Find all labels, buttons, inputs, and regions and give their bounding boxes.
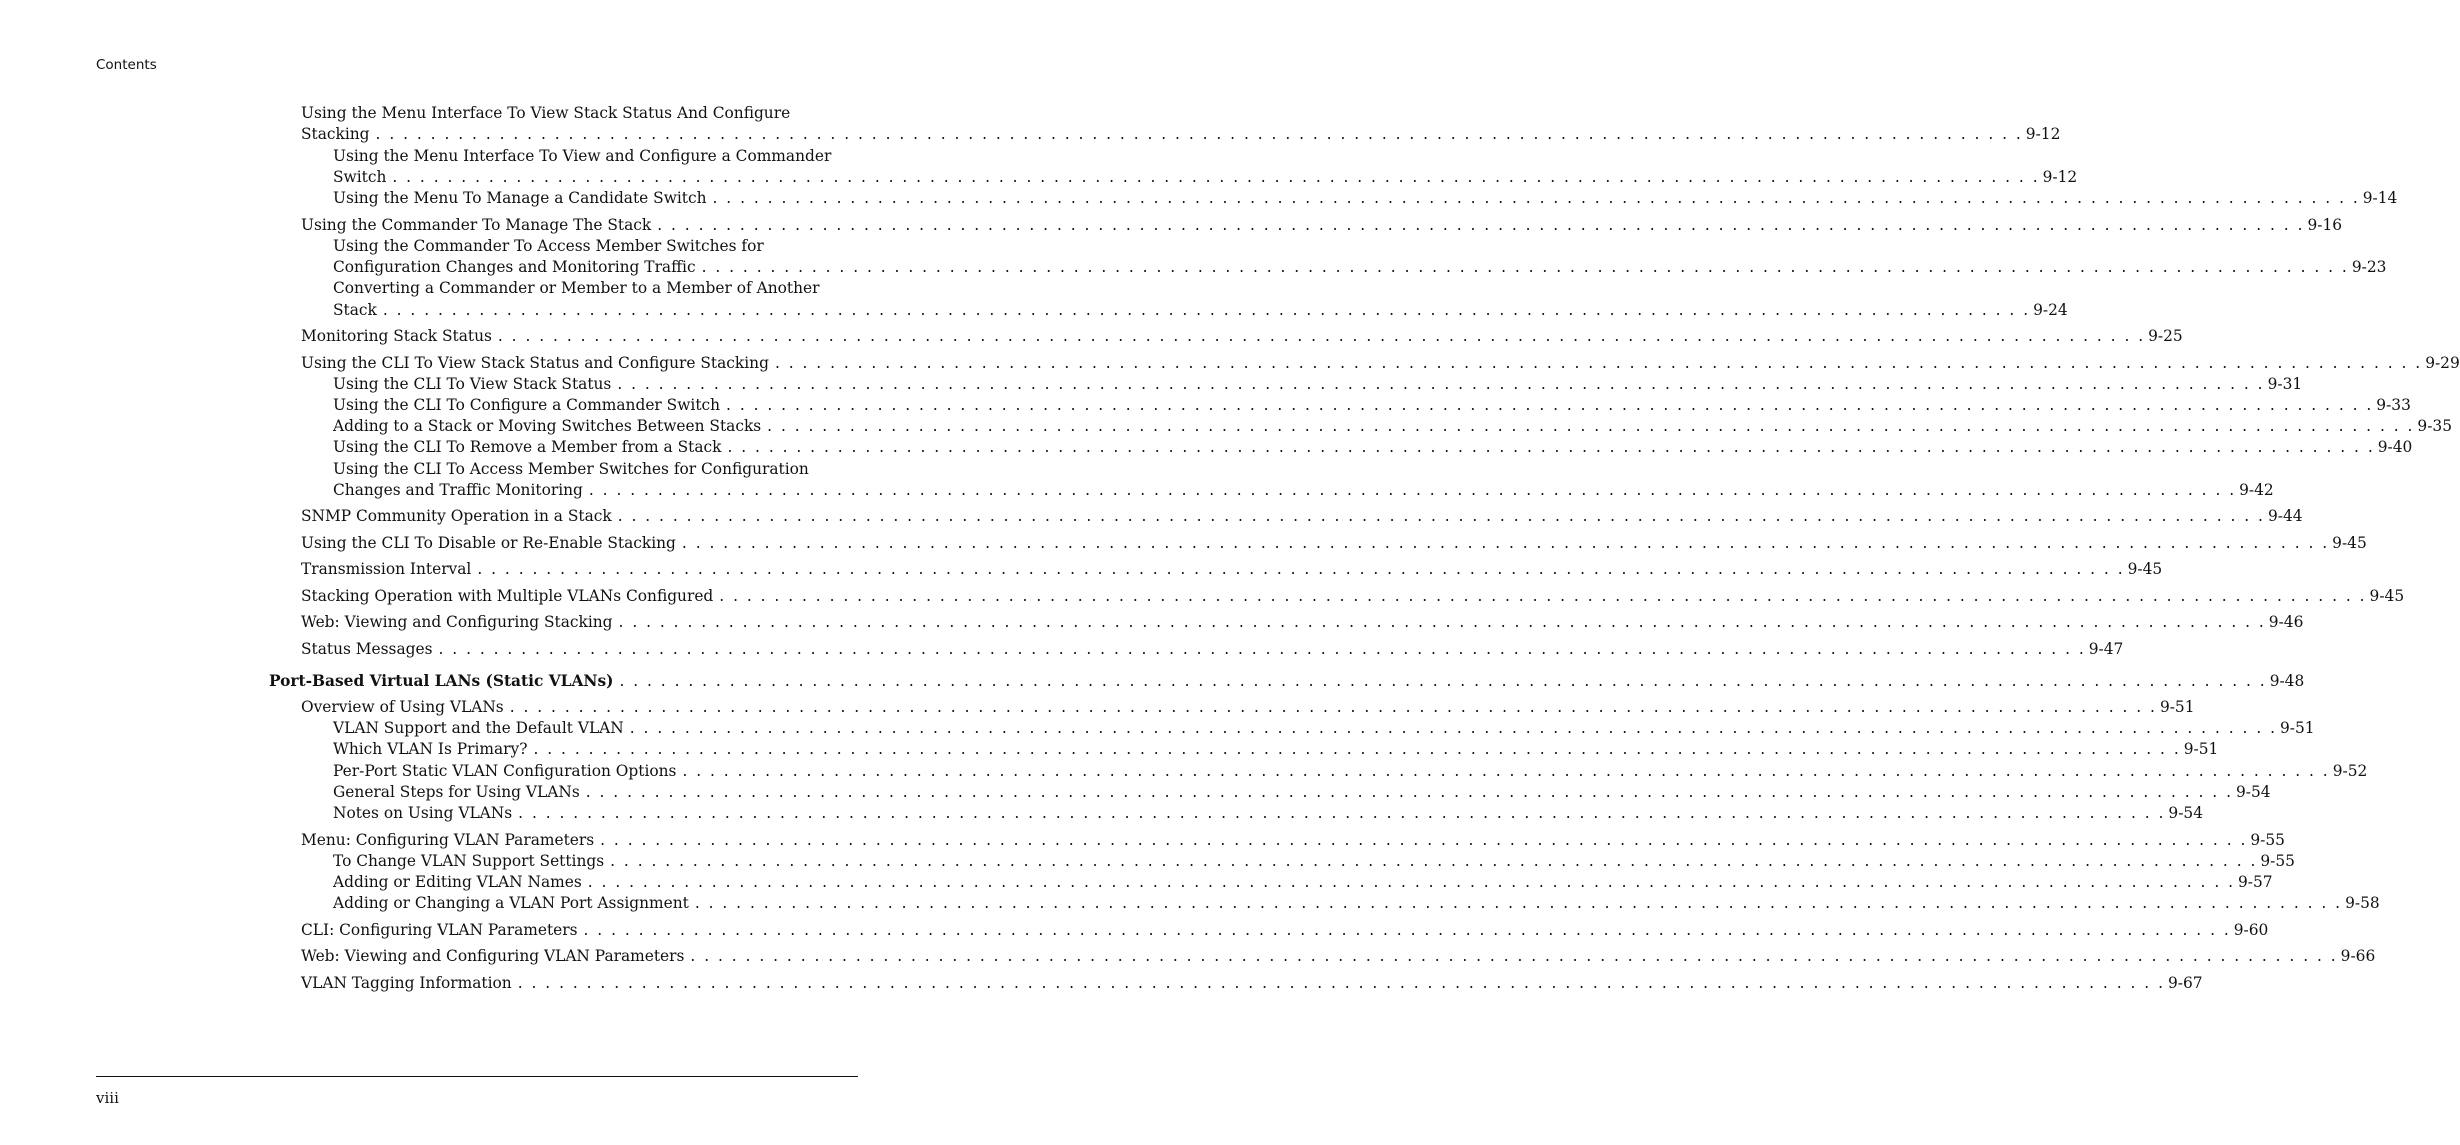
toc-entry bbox=[301, 696, 2195, 718]
toc-entry-title: VLAN Support and the Default VLAN bbox=[333, 719, 624, 737]
toc-page-number: 9-55 bbox=[2260, 852, 2295, 870]
dot-leader: . . . . . . . . . . . . . . . . . . . . . . . . . . . . . . . . . . . . . . . . . . . . . . . . . . . . . . . . . . . . . . . . . . . . . . . . . . . . . . . . . . . . . . . . . . . . . . . . . . . . . . . . . . . . . . . . . . . . . . . . bbox=[477, 560, 2125, 578]
toc-entry-title: Configuration Changes and Monitoring Traffic bbox=[333, 258, 696, 276]
dot-leader: . . . . . . . . . . . . . . . . . . . . . . . . . . . . . . . . . . . . . . . . . . . . . . . . . . . . . . . . . . . . . . . . . . . . . . . . . . . . . . . . . . . . . . . . . . . . . . . . . . . . . . . . . . . . . . . . . . . . . . . . bbox=[382, 301, 2031, 319]
toc-entry-title: Port-Based Virtual LANs (Static VLANs) bbox=[269, 672, 614, 690]
toc-entry-title: General Steps for Using VLANs bbox=[333, 783, 580, 801]
page-number: viii bbox=[96, 1089, 119, 1107]
toc-entry bbox=[301, 123, 2061, 145]
dot-leader: . . . . . . . . . . . . . . . . . . . . . . . . . . . . . . . . . . . . . . . . . . . . . . . . . . . . . . . . . . . . . . . . . . . . . . . . . . . . . . . . . . . . . . . . . . . . . . . . . . . . . . . . . . . . . . . . . . . . . . . . bbox=[438, 640, 2086, 658]
dot-leader: . . . . . . . . . . . . . . . . . . . . . . . . . . . . . . . . . . . . . . . . . . . . . . . . . . . . . . . . . . . . . . . . . . . . . . . . . . . . . . . . . . . . . . . . . . . . . . . . . . . . . . . . . . . . . . . . . . . . . . . . bbox=[375, 125, 2023, 143]
toc-entry-title: Overview of Using VLANs bbox=[301, 698, 504, 716]
toc-page-number: 9-48 bbox=[2269, 672, 2305, 690]
toc-entry-title: Using the CLI To Remove a Member from a Stack bbox=[333, 438, 722, 456]
dot-leader: . . . . . . . . . . . . . . . . . . . . . . . . . . . . . . . . . . . . . . . . . . . . . . . . . . . . . . . . . . . . . . . . . . . . . . . . . . . . . . . . . . . . . . . . . . . . . . . . . . . . . . . . . . . . . . . . . . . . . . . . bbox=[629, 719, 2277, 737]
toc-entry bbox=[301, 919, 2269, 941]
toc-entry-title-continued: Using the Menu Interface To View and Configure a Commander bbox=[333, 147, 832, 165]
toc-entry-title: Using the Commander To Manage The Stack bbox=[301, 216, 652, 234]
toc-entry-title: Using the CLI To Configure a Commander Switch bbox=[333, 396, 721, 414]
dot-leader: . . . . . . . . . . . . . . . . . . . . . . . . . . . . . . . . . . . . . . . . . . . . . . . . . . . . . . . . . . . . . . . . . . . . . . . . . . . . . . . . . . . . . . . . . . . . . . . . . . . . . . . . . . . . . . . . . . . . . . . . bbox=[533, 740, 2181, 758]
toc-entry-title: Which VLAN Is Primary? bbox=[333, 740, 528, 758]
toc-page-number: 9-46 bbox=[2268, 613, 2304, 631]
toc-entry-title: Switch bbox=[333, 168, 387, 186]
toc-entry bbox=[333, 415, 2452, 437]
toc-entry-title: Menu: Configuring VLAN Parameters bbox=[301, 831, 595, 849]
toc-page-number: 9-12 bbox=[2042, 168, 2078, 186]
toc-entry bbox=[333, 299, 2068, 321]
toc-page-number: 9-25 bbox=[2148, 327, 2183, 345]
toc-page-number: 9-45 bbox=[2369, 587, 2405, 605]
toc-page-number: 9-24 bbox=[2033, 301, 2068, 319]
toc-page-number: 9-33 bbox=[2376, 396, 2411, 414]
toc-page-number: 9-45 bbox=[2332, 534, 2367, 552]
toc-entry bbox=[269, 670, 2305, 692]
dot-leader: . . . . . . . . . . . . . . . . . . . . . . . . . . . . . . . . . . . . . . . . . . . . . . . . . . . . . . . . . . . . . . . . . . . . . . . . . . . . . . . . . . . . . . . . . . . . . . . . . . . . . . . . . . . . . . . . . . . . . . . . bbox=[585, 783, 2233, 801]
dot-leader: . . . . . . . . . . . . . . . . . . . . . . . . . . . . . . . . . . . . . . . . . . . . . . . . . . . . . . . . . . . . . . . . . . . . . . . . . . . . . . . . . . . . . . . . . . . . . . . . . . . . . . . . . . . . . . . . . . . . . . . . bbox=[600, 831, 2248, 849]
dot-leader: . . . . . . . . . . . . . . . . . . . . . . . . . . . . . . . . . . . . . . . . . . . . . . . . . . . . . . . . . . . . . . . . . . . . . . . . . . . . . . . . . . . . . . . . . . . . . . . . . . . . . . . . . . . . . . . . . . . . . . . . bbox=[610, 852, 2258, 870]
footer-rule bbox=[96, 1076, 858, 1077]
toc-page-number: 9-60 bbox=[2233, 921, 2269, 939]
toc-page-number: 9-54 bbox=[2235, 783, 2271, 801]
dot-leader: . . . . . . . . . . . . . . . . . . . . . . . . . . . . . . . . . . . . . . . . . . . . . . . . . . . . . . . . . . . . . . . . . . . . . . . . . . . . . . . . . . . . . . . . . . . . . . . . . . . . . . . . . . . . . . . . . . . . . . . . bbox=[588, 481, 2237, 499]
toc-page-number: 9-57 bbox=[2238, 873, 2273, 891]
toc-page-number: 9-29 bbox=[2425, 354, 2460, 372]
toc-page-number: 9-40 bbox=[2377, 438, 2413, 456]
dot-leader: . . . . . . . . . . . . . . . . . . . . . . . . . . . . . . . . . . . . . . . . . . . . . . . . . . . . . . . . . . . . . . . . . . . . . . . . . . . . . . . . . . . . . . . . . . . . . . . . . . . . . . . . . . . . . . . . . . . . . . . . bbox=[617, 375, 2265, 393]
dot-leader: . . . . . . . . . . . . . . . . . . . . . . . . . . . . . . . . . . . . . . . . . . . . . . . . . . . . . . . . . . . . . . . . . . . . . . . . . . . . . . . . . . . . . . . . . . . . . . . . . . . . . . . . . . . . . . . . . . . . . . . . bbox=[583, 921, 2231, 939]
toc-page-number: 9-51 bbox=[2159, 698, 2195, 716]
toc-entry bbox=[333, 256, 2387, 278]
running-header: Contents bbox=[96, 57, 157, 73]
toc-entry-title-continued: Using the Commander To Access Member Switches for bbox=[333, 237, 764, 255]
dot-leader: . . . . . . . . . . . . . . . . . . . . . . . . . . . . . . . . . . . . . . . . . . . . . . . . . . . . . . . . . . . . . . . . . . . . . . . . . . . . . . . . . . . . . . . . . . . . . . . . . . . . . . . . . . . . . . . . . . . . . . . . bbox=[587, 873, 2235, 891]
toc-page-number: 9-67 bbox=[2167, 974, 2203, 992]
dot-leader: . . . . . . . . . . . . . . . . . . . . . . . . . . . . . . . . . . . . . . . . . . . . . . . . . . . . . . . . . . . . . . . . . . . . . . . . . . . . . . . . . . . . . . . . . . . . . . . . . . . . . . . . . . . . . . . . . . . . . . . . bbox=[518, 804, 2166, 822]
dot-leader: . . . . . . . . . . . . . . . . . . . . . . . . . . . . . . . . . . . . . . . . . . . . . . . . . . . . . . . . . . . . . . . . . . . . . . . . . . . . . . . . . . . . . . . . . . . . . . . . . . . . . . . . . . . . . . . . . . . . . . . . bbox=[517, 974, 2165, 992]
dot-leader: . . . . . . . . . . . . . . . . . . . . . . . . . . . . . . . . . . . . . . . . . . . . . . . . . . . . . . . . . . . . . . . . . . . . . . . . . . . . . . . . . . . . . . . . . . . . . . . . . . . . . . . . . . . . . . . . . . . . . . . . bbox=[767, 417, 2415, 435]
toc-entry bbox=[333, 781, 2271, 803]
toc-entry bbox=[301, 214, 2343, 236]
dot-leader: . . . . . . . . . . . . . . . . . . . . . . . . . . . . . . . . . . . . . . . . . . . . . . . . . . . . . . . . . . . . . . . . . . . . . . . . . . . . . . . . . . . . . . . . . . . . . . . . . . . . . . . . . . . . . . . . . . . . . . . . bbox=[719, 587, 2367, 605]
toc-entry-title: To Change VLAN Support Settings bbox=[333, 852, 605, 870]
toc-entry-title: Status Messages bbox=[301, 640, 433, 658]
toc-entry bbox=[333, 802, 2203, 824]
toc-entry bbox=[301, 945, 2376, 967]
toc-entry bbox=[333, 850, 2295, 872]
dot-leader: . . . . . . . . . . . . . . . . . . . . . . . . . . . . . . . . . . . . . . . . . . . . . . . . . . . . . . . . . . . . . . . . . . . . . . . . . . . . . . . . . . . . . . . . . . . . . . . . . . . . . . . . . . . . . . . . . . . . . . . . bbox=[701, 258, 2349, 276]
toc-page-number: 9-51 bbox=[2280, 719, 2315, 737]
dot-leader: . . . . . . . . . . . . . . . . . . . . . . . . . . . . . . . . . . . . . . . . . . . . . . . . . . . . . . . . . . . . . . . . . . . . . . . . . . . . . . . . . . . . . . . . . . . . . . . . . . . . . . . . . . . . . . . . . . . . . . . . bbox=[694, 894, 2343, 912]
dot-leader: . . . . . . . . . . . . . . . . . . . . . . . . . . . . . . . . . . . . . . . . . . . . . . . . . . . . . . . . . . . . . . . . . . . . . . . . . . . . . . . . . . . . . . . . . . . . . . . . . . . . . . . . . . . . . . . . . . . . . . . . bbox=[682, 762, 2330, 780]
toc-entry-title: Transmission Interval bbox=[301, 560, 472, 578]
dot-leader: . . . . . . . . . . . . . . . . . . . . . . . . . . . . . . . . . . . . . . . . . . . . . . . . . . . . . . . . . . . . . . . . . . . . . . . . . . . . . . . . . . . . . . . . . . . . . . . . . . . . . . . . . . . . . . . . . . . . . . . . bbox=[690, 947, 2338, 965]
toc-entry-title: Using the CLI To View Stack Status bbox=[333, 375, 612, 393]
toc-entry-title: Using the Menu To Manage a Candidate Switch bbox=[333, 189, 707, 207]
toc-entry-title: Per-Port Static VLAN Configuration Options bbox=[333, 762, 677, 780]
toc-entry-title: Monitoring Stack Status bbox=[301, 327, 492, 345]
toc-entry-title: Web: Viewing and Configuring VLAN Parameters bbox=[301, 947, 685, 965]
toc-page-number: 9-16 bbox=[2307, 216, 2343, 234]
toc-entry-title-continued: Converting a Commander or Member to a Member of Another bbox=[333, 279, 820, 297]
toc-entry bbox=[333, 892, 2380, 914]
toc-entry bbox=[333, 373, 2303, 395]
toc-page-number: 9-14 bbox=[2362, 189, 2398, 207]
dot-leader: . . . . . . . . . . . . . . . . . . . . . . . . . . . . . . . . . . . . . . . . . . . . . . . . . . . . . . . . . . . . . . . . . . . . . . . . . . . . . . . . . . . . . . . . . . . . . . . . . . . . . . . . . . . . . . . . . . . . . . . . bbox=[657, 216, 2305, 234]
toc-entry bbox=[301, 829, 2285, 851]
toc-entry-title: Adding to a Stack or Moving Switches Between Stacks bbox=[333, 417, 762, 435]
toc-page-number: 9-66 bbox=[2340, 947, 2376, 965]
toc-entry-title: Changes and Traffic Monitoring bbox=[333, 481, 583, 499]
toc-page-number: 9-51 bbox=[2183, 740, 2219, 758]
toc-entry-title: Stack bbox=[333, 301, 377, 319]
dot-leader: . . . . . . . . . . . . . . . . . . . . . . . . . . . . . . . . . . . . . . . . . . . . . . . . . . . . . . . . . . . . . . . . . . . . . . . . . . . . . . . . . . . . . . . . . . . . . . . . . . . . . . . . . . . . . . . . . . . . . . . . bbox=[392, 168, 2040, 186]
toc-entry-title: Using the CLI To View Stack Status and Configure Stacking bbox=[301, 354, 769, 372]
toc-entry bbox=[301, 325, 2183, 347]
dot-leader: . . . . . . . . . . . . . . . . . . . . . . . . . . . . . . . . . . . . . . . . . . . . . . . . . . . . . . . . . . . . . . . . . . . . . . . . . . . . . . . . . . . . . . . . . . . . . . . . . . . . . . . . . . . . . . . . . . . . . . . . bbox=[774, 354, 2423, 372]
toc-entry-title: Notes on Using VLANs bbox=[333, 804, 513, 822]
toc-entry bbox=[333, 436, 2413, 458]
toc-entry-title: Stacking Operation with Multiple VLANs Configured bbox=[301, 587, 714, 605]
dot-leader: . . . . . . . . . . . . . . . . . . . . . . . . . . . . . . . . . . . . . . . . . . . . . . . . . . . . . . . . . . . . . . . . . . . . . . . . . . . . . . . . . . . . . . . . . . . . . . . . . . . . . . . . . . . . . . . . . . . . . . . . bbox=[681, 534, 2330, 552]
toc-entry bbox=[301, 638, 2124, 660]
toc-entry-title: CLI: Configuring VLAN Parameters bbox=[301, 921, 578, 939]
toc-entry-title-continued: Using the CLI To Access Member Switches for Configuration bbox=[333, 460, 809, 478]
toc-entry-title: Web: Viewing and Configuring Stacking bbox=[301, 613, 613, 631]
toc-page-number: 9-54 bbox=[2168, 804, 2203, 822]
dot-leader: . . . . . . . . . . . . . . . . . . . . . . . . . . . . . . . . . . . . . . . . . . . . . . . . . . . . . . . . . . . . . . . . . . . . . . . . . . . . . . . . . . . . . . . . . . . . . . . . . . . . . . . . . . . . . . . . . . . . . . . . bbox=[726, 396, 2374, 414]
toc-entry bbox=[333, 479, 2274, 501]
dot-leader: . . . . . . . . . . . . . . . . . . . . . . . . . . . . . . . . . . . . . . . . . . . . . . . . . . . . . . . . . . . . . . . . . . . . . . . . . . . . . . . . . . . . . . . . . . . . . . . . . . . . . . . . . . . . . . . . . . . . . . . . bbox=[619, 672, 2267, 690]
toc-entry bbox=[301, 585, 2405, 607]
toc-page-number: 9-47 bbox=[2088, 640, 2124, 658]
toc-entry-title: VLAN Tagging Information bbox=[301, 974, 512, 992]
toc-entry bbox=[301, 352, 2460, 374]
dot-leader: . . . . . . . . . . . . . . . . . . . . . . . . . . . . . . . . . . . . . . . . . . . . . . . . . . . . . . . . . . . . . . . . . . . . . . . . . . . . . . . . . . . . . . . . . . . . . . . . . . . . . . . . . . . . . . . . . . . . . . . . bbox=[618, 613, 2266, 631]
dot-leader: . . . . . . . . . . . . . . . . . . . . . . . . . . . . . . . . . . . . . . . . . . . . . . . . . . . . . . . . . . . . . . . . . . . . . . . . . . . . . . . . . . . . . . . . . . . . . . . . . . . . . . . . . . . . . . . . . . . . . . . . bbox=[727, 438, 2375, 456]
toc-entry bbox=[333, 717, 2315, 739]
toc-entry bbox=[301, 505, 2303, 527]
toc-entry bbox=[301, 532, 2367, 554]
toc-entry-title: Stacking bbox=[301, 125, 370, 143]
toc-page-number: 9-35 bbox=[2417, 417, 2452, 435]
toc-entry-title-continued: Using the Menu Interface To View Stack Status And Configure bbox=[301, 104, 791, 122]
toc-entry bbox=[301, 558, 2163, 580]
dot-leader: . . . . . . . . . . . . . . . . . . . . . . . . . . . . . . . . . . . . . . . . . . . . . . . . . . . . . . . . . . . . . . . . . . . . . . . . . . . . . . . . . . . . . . . . . . . . . . . . . . . . . . . . . . . . . . . . . . . . . . . . bbox=[712, 189, 2360, 207]
toc-page-number: 9-23 bbox=[2351, 258, 2387, 276]
toc-page-number: 9-44 bbox=[2267, 507, 2303, 525]
toc-entry-title: Using the CLI To Disable or Re-Enable Stacking bbox=[301, 534, 676, 552]
toc-entry-title: SNMP Community Operation in a Stack bbox=[301, 507, 612, 525]
toc-entry bbox=[333, 166, 2078, 188]
toc-page-number: 9-42 bbox=[2239, 481, 2274, 499]
toc-entry-title: Adding or Changing a VLAN Port Assignment bbox=[333, 894, 689, 912]
dot-leader: . . . . . . . . . . . . . . . . . . . . . . . . . . . . . . . . . . . . . . . . . . . . . . . . . . . . . . . . . . . . . . . . . . . . . . . . . . . . . . . . . . . . . . . . . . . . . . . . . . . . . . . . . . . . . . . . . . . . . . . . bbox=[617, 507, 2265, 525]
toc-entry bbox=[333, 738, 2219, 760]
toc-entry bbox=[333, 760, 2368, 782]
dot-leader: . . . . . . . . . . . . . . . . . . . . . . . . . . . . . . . . . . . . . . . . . . . . . . . . . . . . . . . . . . . . . . . . . . . . . . . . . . . . . . . . . . . . . . . . . . . . . . . . . . . . . . . . . . . . . . . . . . . . . . . . bbox=[509, 698, 2157, 716]
toc-entry bbox=[333, 871, 2273, 893]
toc-page-number: 9-31 bbox=[2267, 375, 2303, 393]
dot-leader: . . . . . . . . . . . . . . . . . . . . . . . . . . . . . . . . . . . . . . . . . . . . . . . . . . . . . . . . . . . . . . . . . . . . . . . . . . . . . . . . . . . . . . . . . . . . . . . . . . . . . . . . . . . . . . . . . . . . . . . . bbox=[497, 327, 2146, 345]
toc-entry bbox=[301, 611, 2304, 633]
toc-entry-title: Adding or Editing VLAN Names bbox=[333, 873, 582, 891]
toc-page-number: 9-55 bbox=[2250, 831, 2285, 849]
toc-page-number: 9-45 bbox=[2127, 560, 2163, 578]
toc-page-number: 9-58 bbox=[2345, 894, 2380, 912]
toc-page-number: 9-12 bbox=[2025, 125, 2061, 143]
toc-entry bbox=[301, 972, 2203, 994]
toc-entry bbox=[333, 394, 2411, 416]
toc-entry bbox=[333, 187, 2398, 209]
toc-page-number: 9-52 bbox=[2332, 762, 2368, 780]
